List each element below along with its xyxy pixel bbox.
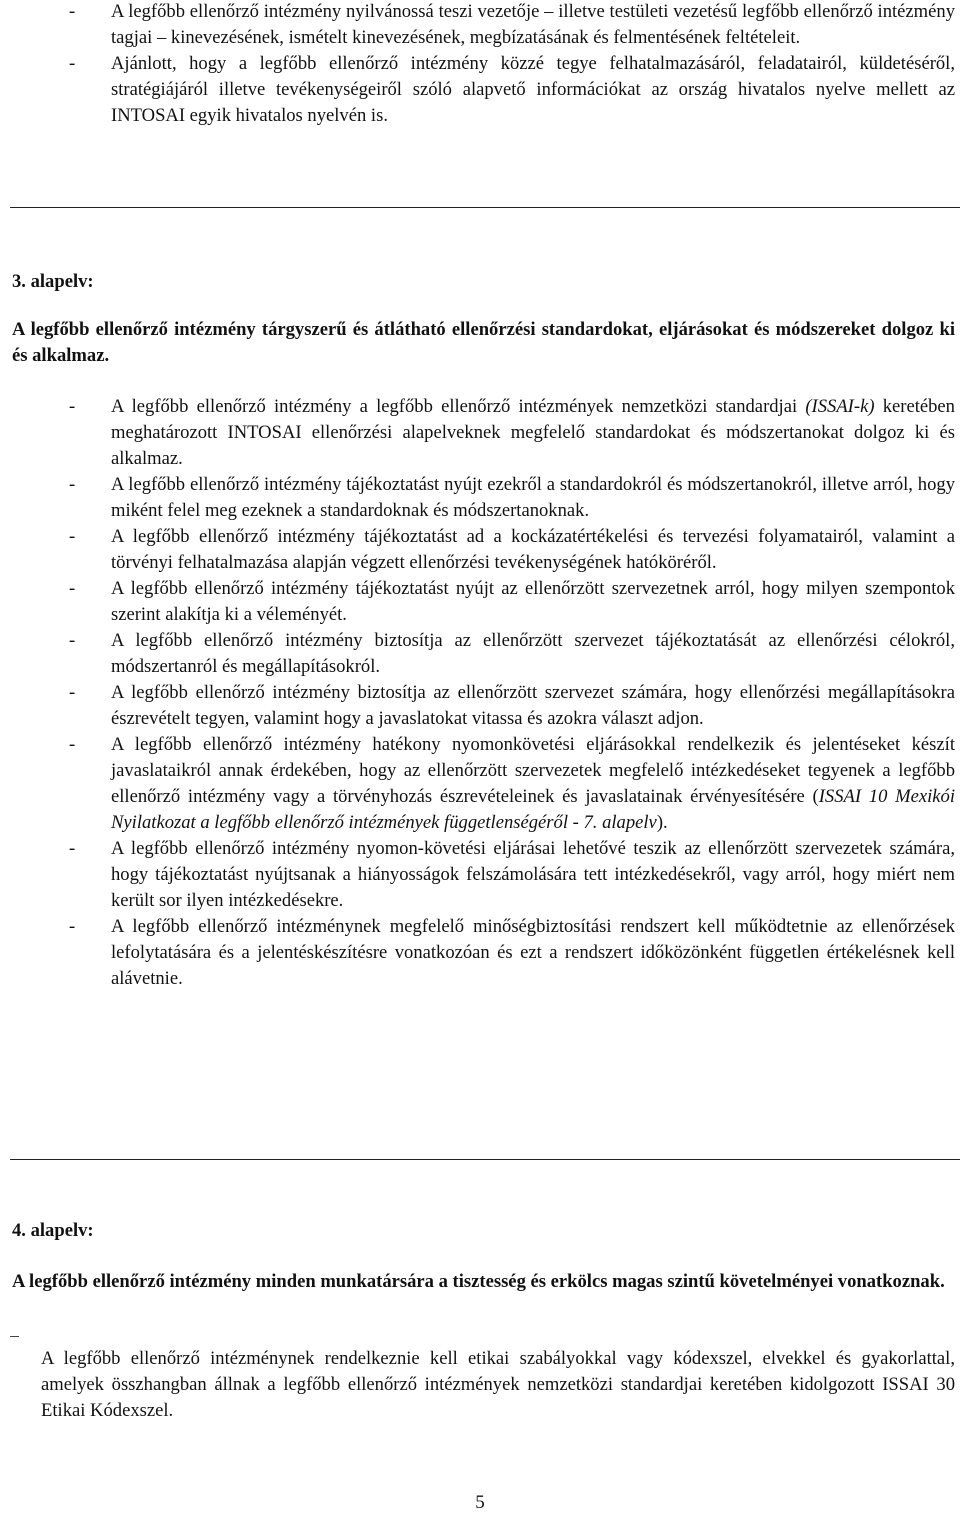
list-item-text: A legfőbb ellenőrző intézmény nyomon-követési eljárásai lehetővé teszik az ellenőrzött szervezetek számára, hogy tájékoztatást nyújtsanak a hiányosságok felszámolására tett intézkedésekről, vagy arról, hogy miért nem került sor ilyen intézkedésekre. <box>111 838 955 911</box>
section-3-list <box>0 394 960 992</box>
list-item <box>0 524 960 576</box>
section-3-principle: A legfőbb ellenőrző intézmény tárgyszerű és átlátható ellenőrzési standardokat, eljárásokat és módszereket dolgoz ki és alkalmaz. <box>12 319 955 366</box>
bullet-dash: - <box>69 396 76 417</box>
intro-list <box>0 0 960 129</box>
section-4-paragraph: A legfőbb ellenőrző intézménynek rendelkeznie kell etikai szabályokkal vagy kódexszel, elvekkel és gyakorlattal, amelyek összhangban állnak a legfőbb ellenőrző intézmények nemzetközi standardjai keretében kidolgozott ISSAI 30 Etikai Kódexszel. <box>41 1348 955 1421</box>
section-3-heading: 3. alapelv: <box>12 271 94 292</box>
bullet-dash: - <box>69 838 76 859</box>
list-item <box>0 472 960 524</box>
list-item <box>0 680 960 732</box>
bullet-dash: - <box>69 578 76 599</box>
bullet-dash: - <box>69 734 76 755</box>
list-item-text: A legfőbb ellenőrző intézmény nyilvánossá teszi vezetője – illetve testületi vezetésű legfőbb ellenőrző intézmény tagjai – kinevezésének, ismételt kinevezésének, megbízatásának és felmentésének feltételeit. <box>111 1 955 48</box>
bullet-dash: - <box>69 474 76 495</box>
list-item-text: A legfőbb ellenőrző intézmény tájékoztatást nyújt ezekről a standardokról és módszertanokról, illetve arról, hogy miként felel meg ezeknek a standardoknak és módszertanoknak. <box>111 474 955 521</box>
list-item <box>0 628 960 680</box>
section-4-heading: 4. alapelv: <box>12 1220 94 1241</box>
list-item-text: A legfőbb ellenőrző intézmény hatékony nyomonkövetési eljárásokkal rendelkezik és jelentéseket készít javaslataikról annak érdekében, hogy az ellenőrzött szervezetek megfelelő intézkedéseket tegyenek a legfőbb ellenőrző intézmény vagy a törvényhozás észrevételeinek és javaslatainak érvényesítésére (ISSAI 10 Mexikói Nyilatkozat a legfőbb ellenőrző intézmények függetlenségéről - 7. alapelv). <box>111 734 955 833</box>
bullet-dash: - <box>69 53 76 74</box>
list-item <box>0 394 960 472</box>
list-item-text: A legfőbb ellenőrző intézménynek megfelelő minőségbiztosítási rendszert kell működtetnie az ellenőrzések lefolytatására és a jelentéskészítésre vonatkozóan és ezt a rendszert időközönként független értékelésnek kell alávetnie. <box>111 916 955 989</box>
list-item-text: A legfőbb ellenőrző intézmény tájékoztatást ad a kockázatértékelési és tervezési folyamatairól, valamint a törvényi felhatalmazása alapján végzett ellenőrzési tevékenységének hatóköréről. <box>111 526 955 573</box>
bullet-dash: - <box>69 526 76 547</box>
list-item-text: A legfőbb ellenőrző intézmény a legfőbb ellenőrző intézmények nemzetközi standardjai (ISSAI-k) keretében meghatározott INTOSAI ellenőrzési alapelveknek megfelelő standardokat és módszertanokat dolgoz ki és alkalmaz. <box>111 396 955 469</box>
bullet-dash: - <box>69 630 76 651</box>
list-item <box>0 914 960 992</box>
list-item-text: A legfőbb ellenőrző intézmény tájékoztatást nyújt az ellenőrzött szervezetnek arról, hogy milyen szempontok szerint alakítja ki a véleményét. <box>111 578 955 625</box>
margin-mark <box>10 1336 19 1337</box>
list-item <box>0 51 960 129</box>
list-item <box>0 836 960 914</box>
list-item <box>0 0 960 51</box>
page-number: 5 <box>475 1492 485 1513</box>
section-4-principle: A legfőbb ellenőrző intézmény minden munkatársára a tisztesség és erkölcs magas szintű követelményei vonatkoznak. <box>12 1271 945 1292</box>
list-item-text: Ajánlott, hogy a legfőbb ellenőrző intézmény közzé tegye felhatalmazásáról, feladatairól, küldetéséről, stratégiájáról illetve tevékenységeiről szóló alapvető információkat az ország hivatalos nyelve mellett az INTOSAI egyik hivatalos nyelvén is. <box>111 53 955 126</box>
bullet-dash: - <box>69 1 76 22</box>
list-item <box>0 732 960 836</box>
section-divider <box>10 1159 960 1160</box>
bullet-dash: - <box>69 682 76 703</box>
list-item-text: A legfőbb ellenőrző intézmény biztosítja az ellenőrzött szervezet tájékoztatását az ellenőrzési célokról, módszertanról és megállapításokról. <box>111 630 955 677</box>
bullet-dash: - <box>69 916 76 937</box>
list-item-text: A legfőbb ellenőrző intézmény biztosítja az ellenőrzött szervezet számára, hogy ellenőrzési megállapításokra észrevételt tegyen, valamint hogy a javaslatokat vitassa és azokra választ adjon. <box>111 682 955 729</box>
list-item <box>0 576 960 628</box>
section-divider <box>10 207 960 208</box>
